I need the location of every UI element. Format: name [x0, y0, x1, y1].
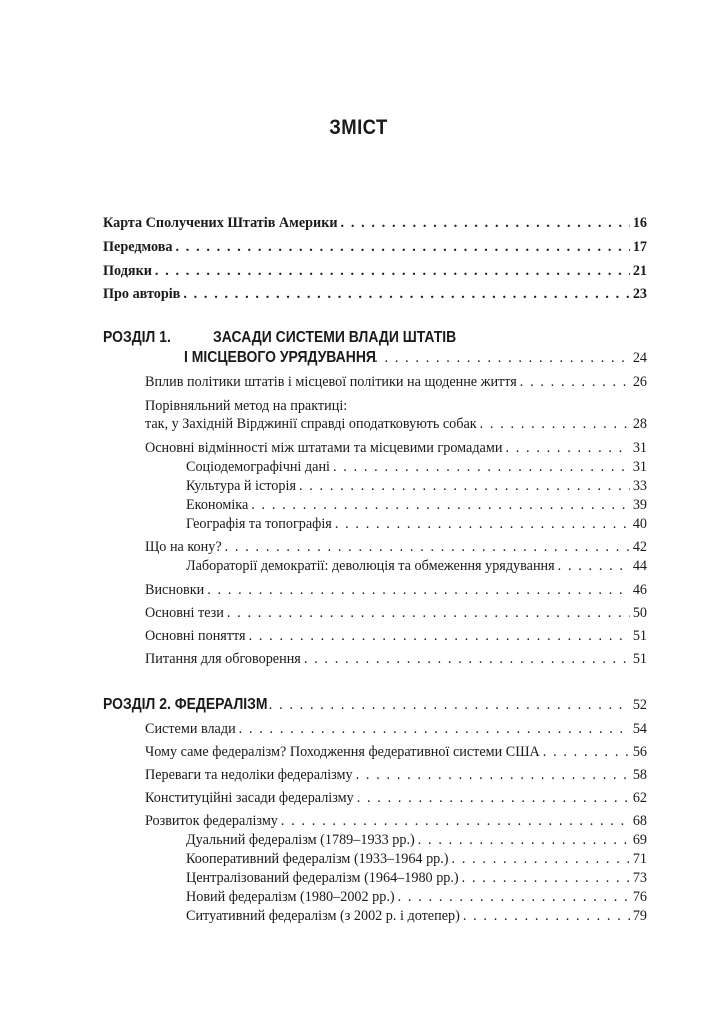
toc-entry[interactable] — [145, 743, 647, 761]
chapter-1-entry[interactable] — [184, 349, 647, 367]
toc-entry[interactable] — [145, 766, 647, 784]
toc-entry-label: Питання для обговорення — [145, 651, 301, 667]
toc-page-number: 79 — [632, 908, 647, 924]
toc-entry[interactable] — [145, 720, 647, 738]
chapter-1-title-line1[interactable]: ЗАСАДИ СИСТЕМИ ВЛАДИ ШТАТІВ — [213, 329, 457, 346]
toc-entry[interactable] — [103, 214, 647, 232]
toc-entry-label: Новий федералізм (1980–2002 рр.) — [186, 889, 395, 905]
toc-entry-label: Карта Сполучених Штатів Америки — [103, 215, 338, 231]
page-title: ЗМІСТ — [329, 116, 388, 139]
dot-leader — [227, 604, 630, 622]
toc-entry-label: Географія та топографія — [186, 516, 332, 532]
toc-entry[interactable] — [145, 581, 647, 599]
dot-leader — [304, 650, 630, 668]
toc-subentry[interactable] — [186, 496, 647, 514]
toc-entry-label: Розвиток федералізму — [145, 813, 278, 829]
toc-entry[interactable] — [145, 650, 647, 668]
toc-entry[interactable] — [103, 262, 647, 280]
toc-subentry[interactable] — [186, 515, 647, 533]
toc-entry-label: Порівняльний метод на практиці: — [145, 398, 348, 414]
dot-leader — [155, 262, 630, 280]
toc-subentry[interactable] — [186, 458, 647, 476]
dot-leader — [207, 581, 630, 599]
toc-page-number: 21 — [632, 263, 647, 279]
toc-entry[interactable] — [103, 238, 647, 256]
dot-leader — [225, 538, 630, 556]
toc-page-number: 68 — [632, 813, 647, 829]
toc-page-number: 26 — [632, 374, 647, 390]
toc-entry[interactable] — [145, 538, 647, 556]
toc-entry-label: Висновки — [145, 582, 205, 598]
dot-leader — [341, 214, 630, 232]
dot-leader — [251, 496, 630, 514]
dot-leader — [249, 627, 630, 645]
toc-entry-label: Вплив політики штатів і місцевої політики на щоденне життя — [145, 374, 517, 390]
toc-entry[interactable] — [145, 439, 647, 457]
toc-page-number: 28 — [632, 416, 647, 432]
toc-entry[interactable] — [145, 812, 647, 830]
toc-entry-label: Про авторів — [103, 286, 181, 302]
chapter-2-entry[interactable] — [103, 696, 647, 714]
toc-entry[interactable] — [145, 373, 647, 391]
toc-subentry[interactable] — [186, 557, 647, 575]
dot-leader — [543, 743, 630, 761]
toc-entry-label: Подяки — [103, 263, 152, 279]
toc-entry-label: Економіка — [186, 497, 249, 513]
toc-entry-label: Системи влади — [145, 721, 236, 737]
toc-entry-label: Централізований федералізм (1964–1980 рр.) — [186, 870, 459, 886]
chapter-2-title: ФЕДЕРАЛІЗМ — [174, 696, 268, 713]
dot-leader — [520, 373, 630, 391]
toc-page-number: 46 — [632, 582, 647, 598]
toc-page-number: 71 — [632, 851, 647, 867]
toc-entry-label: Переваги та недоліки федералізму — [145, 767, 353, 783]
toc-page-number: 40 — [632, 516, 647, 532]
toc-entry[interactable] — [103, 285, 647, 303]
toc-subentry[interactable] — [186, 477, 647, 495]
chapter-1-title-line2: І МІСЦЕВОГО УРЯДУВАННЯ — [184, 349, 376, 366]
dot-leader — [299, 477, 630, 495]
toc-entry[interactable] — [145, 415, 647, 433]
toc-page-number: 52 — [632, 697, 647, 713]
toc-entry-label: Дуальний федералізм (1789–1933 рр.) — [186, 832, 415, 848]
toc-page-number: 73 — [632, 870, 647, 886]
dot-leader — [333, 458, 630, 476]
toc-page-number: 62 — [632, 790, 647, 806]
dot-leader — [452, 850, 630, 868]
toc-page-number: 69 — [632, 832, 647, 848]
toc-entry-label: Соціодемографічні дані — [186, 459, 330, 475]
toc-page-number: 31 — [632, 440, 647, 456]
toc-entry-label: Конституційні засади федералізму — [145, 790, 354, 806]
toc-page-number: 56 — [632, 744, 647, 760]
toc-page-number: 33 — [632, 478, 647, 494]
toc-page-number: 50 — [632, 605, 647, 621]
toc-entry-label: Передмова — [103, 239, 173, 255]
toc-page-number: 51 — [632, 651, 647, 667]
chapter-2-label: РОЗДІЛ 2. — [103, 696, 171, 713]
toc-entry-label: Лабораторії демократії: деволюція та обмеження урядування — [186, 558, 555, 574]
chapter-2-heading — [103, 696, 268, 714]
toc-page-number: 58 — [632, 767, 647, 783]
toc-entry-label: Основні відмінності між штатами та місцевими громадами — [145, 440, 503, 456]
toc-entry-label: Культура й історія — [186, 478, 296, 494]
dot-leader — [463, 907, 630, 925]
toc-page-number: 44 — [632, 558, 647, 574]
toc-page-number: 76 — [632, 889, 647, 905]
toc-page-number: 42 — [632, 539, 647, 555]
toc-page-number: 17 — [632, 239, 647, 255]
dot-leader — [239, 720, 630, 738]
toc-page-number: 39 — [632, 497, 647, 513]
toc-subentry[interactable] — [186, 831, 647, 849]
toc-entry-label: Чому саме федералізм? Походження федеративної системи США — [145, 744, 540, 760]
toc-page-number: 16 — [632, 215, 647, 231]
dot-leader — [357, 789, 630, 807]
dot-leader — [335, 515, 630, 533]
toc-page-number: 54 — [632, 721, 647, 737]
toc-entry-label: Кооперативний федералізм (1933–1964 рр.) — [186, 851, 449, 867]
toc-subentry[interactable] — [186, 869, 647, 887]
dot-leader — [356, 766, 630, 784]
chapter-1-label: РОЗДІЛ 1. — [103, 329, 171, 346]
toc-page-number: 31 — [632, 459, 647, 475]
toc-entry-label: Ситуативний федералізм (з 2002 р. і дотепер) — [186, 908, 460, 924]
toc-entry-label: Основні поняття — [145, 628, 246, 644]
toc-entry[interactable] — [145, 627, 647, 645]
dot-leader — [183, 285, 629, 303]
toc-entry-label: Що на кону? — [145, 539, 222, 555]
dot-leader — [505, 439, 629, 457]
toc-page-number: 51 — [632, 628, 647, 644]
dot-leader — [374, 349, 630, 367]
dot-leader — [175, 238, 629, 256]
toc-entry-label: так, у Західній Вірджинії справді оподатковують собак — [145, 416, 477, 432]
toc-subentry[interactable] — [186, 888, 647, 906]
dot-leader — [398, 888, 630, 906]
dot-leader — [558, 557, 630, 575]
toc-entry-label: Основні тези — [145, 605, 224, 621]
dot-leader — [269, 696, 630, 714]
toc-page-number: 24 — [632, 350, 647, 366]
dot-leader — [462, 869, 630, 887]
dot-leader — [281, 812, 630, 830]
toc-entry[interactable] — [145, 604, 647, 622]
toc-subentry[interactable] — [186, 850, 647, 868]
toc-page-number: 23 — [632, 286, 647, 302]
toc-entry[interactable] — [145, 789, 647, 807]
toc-subentry[interactable] — [186, 907, 647, 925]
dot-leader — [480, 415, 630, 433]
dot-leader — [418, 831, 630, 849]
